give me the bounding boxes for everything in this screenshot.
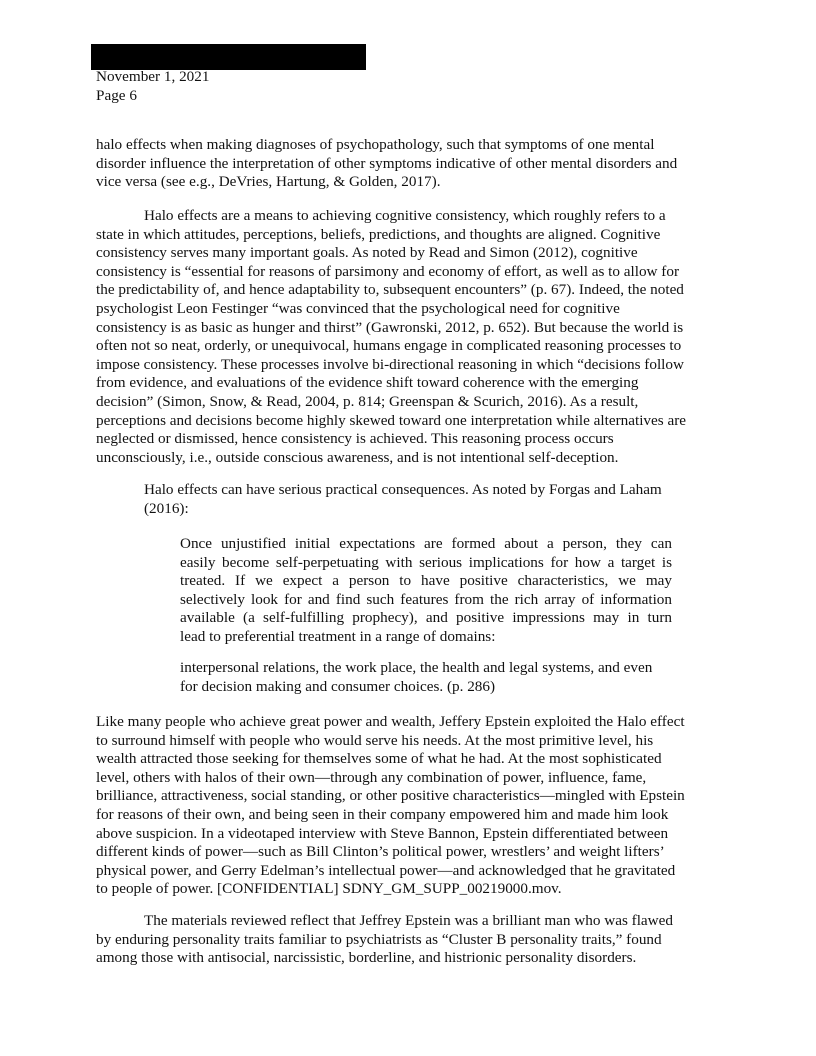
text-line: perceptions and decisions become highly skewed toward one interpretation while alternatives are	[96, 411, 686, 429]
text-line: to surround himself with people who would serve his needs. At the most primitive level, his	[96, 731, 654, 749]
quote-line: easily become self-perpetuating with serious implications for how a target is	[180, 553, 672, 571]
text-line: decision” (Simon, Snow, & Read, 2004, p. 814; Greenspan & Scurich, 2016). As a result,	[96, 392, 639, 410]
text-line: Like many people who achieve great power and wealth, Jeffery Epstein exploited the Halo effect	[96, 713, 685, 730]
text-line: halo effects when making diagnoses of psychopathology, such that symptoms of one mental	[96, 136, 655, 153]
text-line: level, others with halos of their own—through any combination of power, influence, fame,	[96, 768, 647, 786]
text-line: wealth attracted those seeking for themselves some of what he had. At the most sophisticated	[96, 750, 662, 768]
quote-line: selectively look for and find such features from the rich array of information	[180, 590, 672, 608]
text-line: neglected or dismissed, hence consistency is achieved. This reasoning process occurs	[96, 430, 614, 448]
text-line: psychologist Leon Festinger “was convinced that the psychological need for cognitive	[96, 299, 620, 317]
quote-line: Once unjustified initial expectations are formed about a person, they can	[180, 535, 672, 552]
text-line: from evidence, and evaluations of the evidence shift toward coherence with the emerging	[96, 374, 639, 392]
quote-line: lead to preferential treatment in a range of domains:	[180, 627, 496, 645]
text-line: disorder influence the interpretation of other symptoms indicative of other mental disorders and	[96, 154, 678, 172]
text-line: The materials reviewed reflect that Jeffrey Epstein was a brilliant man who was flawed	[144, 912, 673, 929]
paragraph-cognitive-consistency	[96, 207, 720, 467]
text-line: by enduring personality traits familiar to psychiatrists as “Cluster B personality traits,” found	[96, 930, 662, 948]
text-line: to people of power. [CONFIDENTIAL] SDNY_GM_SUPP_00219000.mov.	[96, 880, 562, 898]
header-date: November 1, 2021	[96, 68, 210, 85]
text-line: Halo effects are a means to achieving cognitive consistency, which roughly refers to a	[144, 207, 666, 224]
quote-line: available (a self-fulfilling prophecy), and positive impressions may in turn	[180, 609, 672, 627]
page-header	[96, 67, 209, 105]
quote-line: treated. If we expect a person to have positive characteristics, we may	[180, 572, 672, 590]
text-line: consistency serves many important goals. As noted by Read and Simon (2012), cognitive	[96, 244, 638, 262]
quote-line: for decision making and consumer choices. (p. 286)	[180, 677, 496, 695]
text-line: above suspicion. In a videotaped interview with Steve Bannon, Epstein differentiated between	[96, 824, 669, 842]
text-line: for reasons of their own, and being seen in their company empowered him and made him look	[96, 805, 669, 823]
text-line: state in which attitudes, perceptions, beliefs, predictions, and thoughts are aligned. Cognitive	[96, 225, 661, 243]
text-line: consistency is “essential for reasons of parsimony and economy of effort, as well as to allow for	[96, 262, 680, 280]
block-quote-continuation	[180, 659, 672, 696]
paragraph-halo-diagnoses	[96, 136, 720, 192]
text-line: the predictability of, and hence adaptability to, subsequent encounters” (p. 67). Indeed, the noted	[96, 281, 684, 299]
text-line: consistency is as basic as hunger and thirst” (Gawronski, 2012, p. 652). But because the world is	[96, 318, 684, 336]
text-line: (2016):	[144, 499, 189, 517]
text-line: among those with antisocial, narcissistic, borderline, and histrionic personality disorders.	[96, 949, 637, 967]
text-line: unconsciously, i.e., outside conscious awareness, and is not intentional self-deception.	[96, 448, 619, 466]
text-line: Halo effects can have serious practical consequences. As noted by Forgas and Laham	[144, 481, 662, 498]
block-quote-forgas-laham	[180, 535, 672, 647]
text-line: brilliance, attractiveness, social standing, or other positive characteristics—mingled with Epstein	[96, 787, 685, 805]
paragraph-practical-consequences	[144, 481, 720, 518]
text-line: vice versa (see e.g., DeVries, Hartung, & Golden, 2017).	[96, 173, 441, 191]
quote-line: interpersonal relations, the work place, the health and legal systems, and even	[180, 659, 653, 676]
text-line: physical power, and Gerry Edelman’s intellectual power—and acknowledged that he gravitated	[96, 861, 676, 879]
paragraph-cluster-b	[96, 912, 720, 968]
header-page-number: Page 6	[96, 87, 137, 104]
text-line: often not so neat, orderly, or unequivocal, humans engage in complicated reasoning processes to	[96, 337, 682, 355]
text-line: different kinds of power—such as Bill Clinton’s political power, wrestlers’ and weight lifters’	[96, 843, 665, 861]
paragraph-epstein-halo	[96, 713, 720, 899]
text-line: impose consistency. These processes involve bi-directional reasoning in which “decisions follow	[96, 355, 684, 373]
